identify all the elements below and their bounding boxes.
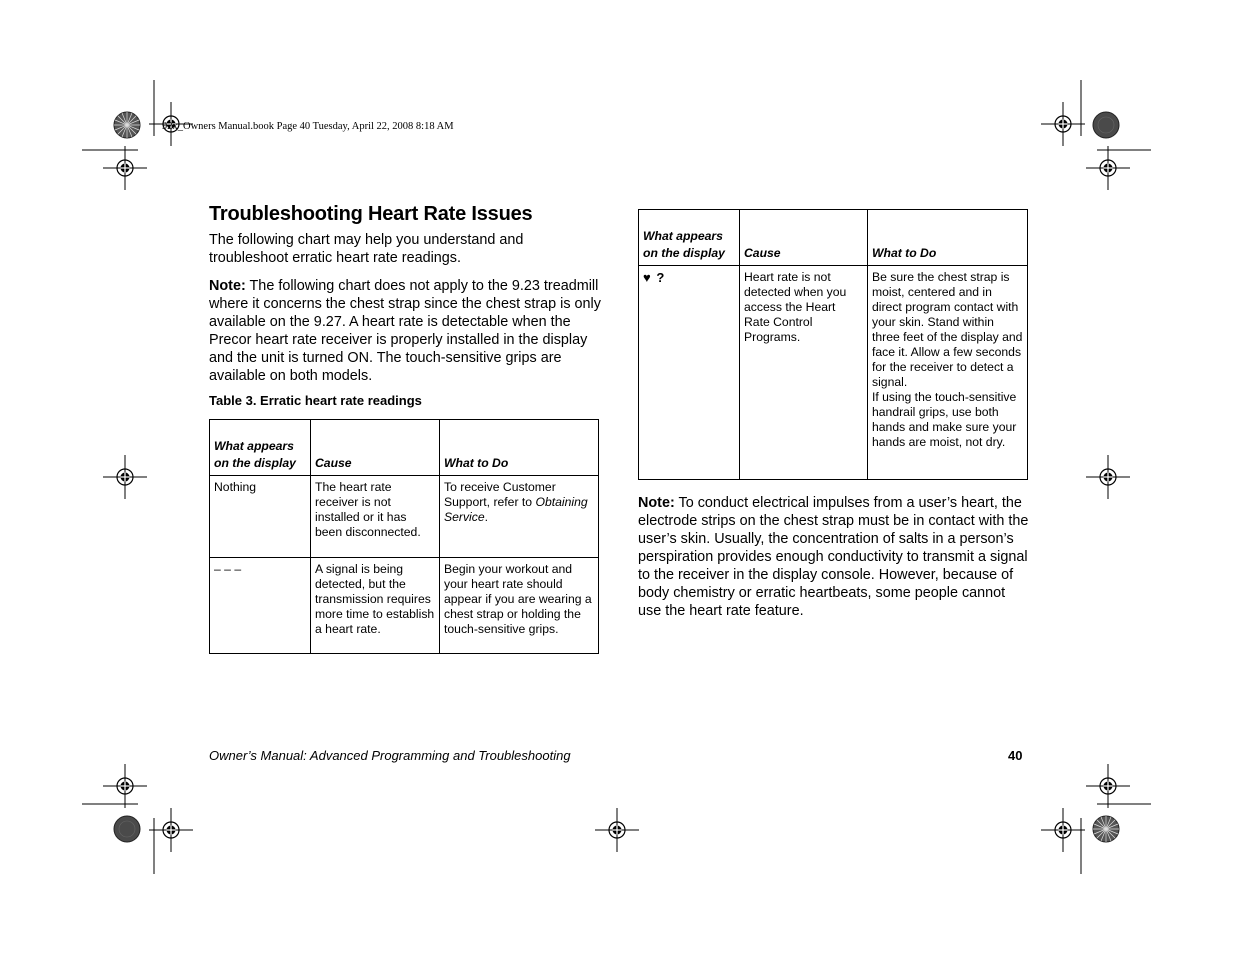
action-cell [868,266,1028,480]
registration-mark [149,808,193,852]
action-line: Be sure the chest strap is moist, centered and in direct program contact with your skin. Stand within three feet of the display and face it. Allow a few seconds [872,270,1023,359]
note-label: Note: [638,495,675,511]
obtaining-service-reference: Obtaining Service [444,495,588,524]
action-text-end: . [484,510,489,524]
cause-cell: Heart rate is not detected when you access the Heart Rate Control Programs. [740,266,868,480]
header-cause: Cause [311,420,440,476]
table-row [210,476,599,558]
cause-cell: The heart rate receiver is not installed or it has been disconnected. [311,476,440,558]
table-header-row [210,420,599,476]
display-cell [639,266,740,480]
heart-question-symbol: ♥ ? [643,270,666,285]
registration-mark [1086,764,1130,808]
display-cell: – – – [210,558,311,654]
erratic-heart-rate-table-continued [638,209,1028,480]
action-cell: Begin your workout and your heart rate should appear if you are wearing a chest strap or holding the touch-sensitive grips. [440,558,599,654]
header-action: What to Do [440,420,599,476]
registration-mark [1086,455,1130,499]
header-display: What appears on the display [210,420,311,476]
action-cell [440,476,599,558]
registration-mark [103,455,147,499]
registration-mark [595,808,639,852]
action-line: If using the touch-sensitive handrail grips, use both hands and make sure your hands are moist, not dry. [872,390,1017,449]
note-text: The following chart does not apply to the 9.23 treadmill where it concerns the chest strap since the chest strap is only available on the 9.27. A heart rate is detectable when the Precor heart rate receiver is properly installed in the display and the unit is turned ON. The touch-sensitive grips are available on both models. [209,278,601,384]
note-text: To conduct electrical impulses from a user’s heart, the electrode strips on the chest strap must be in contact with the user’s skin. Usually, the concentration of salts in a person’s perspiration provides enough conductivity to transmit a signal to the receiver in the display console. However, because of body chemistry or erratic heartbeats, some people cannot use the heart rate feature. [638,495,1029,619]
table-header-row [639,210,1028,266]
note-paragraph-2 [638,494,1030,620]
registration-mark [103,146,147,190]
density-target-mark [114,816,140,842]
registration-mark [103,764,147,808]
table-caption: Table 3. Erratic heart rate readings [209,393,422,408]
book-header: 92x_Owners Manual.book Page 40 Tuesday, April 22, 2008 8:18 AM [162,121,454,132]
cause-cell: A signal is being detected, but the transmission requires more time to establish a heart rate. [311,558,440,654]
erratic-heart-rate-table [209,419,599,654]
note-label: Note: [209,278,246,294]
display-cell: Nothing [210,476,311,558]
note-paragraph-1 [209,277,601,385]
page-title: Troubleshooting Heart Rate Issues [209,203,533,225]
page-number: 40 [1008,748,1023,763]
registration-mark [1041,102,1085,146]
header-cause: Cause [740,210,868,266]
header-action: What to Do [868,210,1028,266]
action-line: for the receiver to detect a signal. [872,360,1014,389]
star-target-mark [1093,816,1119,842]
intro-paragraph: The following chart may help you understand and troubleshoot erratic heart rate readings. [209,232,524,266]
table-row [639,266,1028,480]
density-target-mark [1093,112,1119,138]
footer-manual-title: Owner’s Manual: Advanced Programming and Troubleshooting [209,748,571,763]
header-display: What appears on the display [639,210,740,266]
registration-mark [1086,146,1130,190]
star-target-mark [114,112,140,138]
table-row [210,558,599,654]
registration-mark [1041,808,1085,852]
action-text: To receive Customer Support, refer to [444,480,556,509]
